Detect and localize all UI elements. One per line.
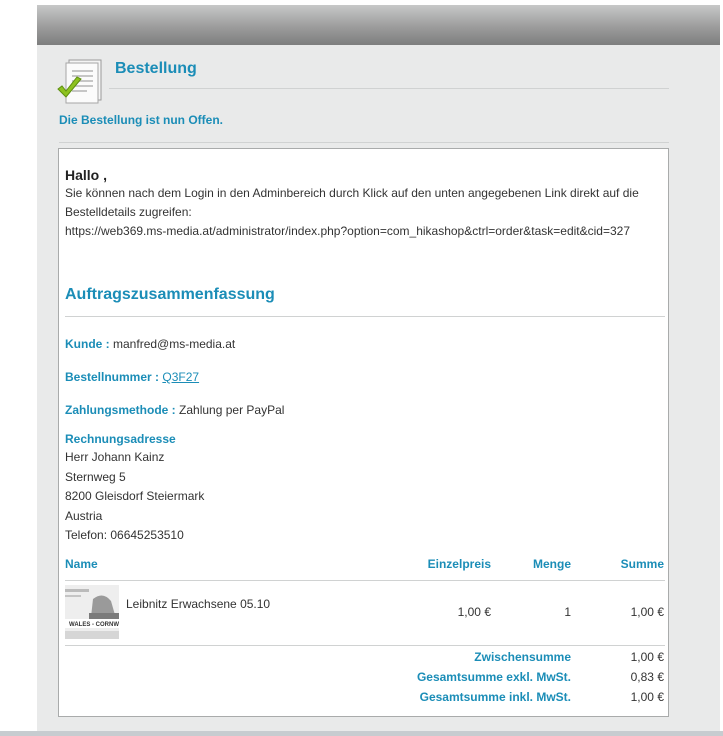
admin-link[interactable]: https://web369.ms-media.at/administrator/index.php?option=com_hikashop&ctrl=order&task=edit&cid=327: [65, 224, 630, 238]
bottom-scroll-strip: [0, 731, 723, 736]
billing-address: [65, 430, 204, 546]
page-title: Bestellung: [115, 60, 197, 77]
thumbnail-text: WALES - CORNW: [69, 622, 119, 628]
product-thumbnail: [65, 585, 119, 639]
billing-line: Telefon: 06645253510: [65, 528, 184, 543]
order-number-label: Bestellnummer :: [65, 370, 160, 384]
intro-text: [65, 184, 667, 241]
product-quantity: 1: [564, 605, 571, 619]
product-name: Leibnitz Erwachsene 05.10: [126, 597, 271, 611]
top-banner: [37, 5, 720, 45]
order-status-message: Die Bestellung ist nun Offen.: [59, 113, 224, 127]
page-wrapper: [37, 5, 720, 731]
status-divider: [59, 142, 669, 143]
order-number-link[interactable]: Q3F27: [162, 370, 200, 384]
greeting: Hallo ,: [65, 167, 108, 183]
payment-value: Zahlung per PayPal: [179, 403, 285, 417]
intro-message: Sie können nach dem Login in den Adminbereich durch Klick auf den unten angegebenen Link direkt auf die Bestelldetails zugreifen:: [65, 186, 639, 219]
column-header-sum: Summe: [620, 557, 664, 571]
billing-line: Sternweg 5: [65, 469, 126, 484]
payment-field: [65, 403, 284, 417]
subtotal-label: Zwischensumme: [474, 650, 571, 664]
subtotal-value: 1,00 €: [630, 650, 664, 664]
header-divider: [109, 88, 669, 89]
total-incl-tax-label: Gesamtsumme inkl. MwSt.: [419, 690, 571, 704]
customer-label: Kunde :: [65, 337, 110, 351]
order-email-preview: [58, 148, 669, 717]
billing-label: Rechnungsadresse: [65, 432, 176, 446]
total-excl-tax-value: 0,83 €: [630, 670, 664, 684]
customer-field: [65, 337, 235, 351]
column-header-quantity: Menge: [532, 557, 571, 571]
order-number-field: [65, 370, 199, 384]
product-sum: 1,00 €: [630, 605, 664, 619]
billing-line: 8200 Gleisdorf Steiermark: [65, 489, 205, 504]
summary-title: Auftragszusammenfassung: [65, 286, 275, 303]
column-header-name: Name: [65, 557, 98, 571]
total-excl-tax-label: Gesamtsumme exkl. MwSt.: [416, 670, 571, 684]
customer-value: manfred@ms-media.at: [113, 337, 236, 351]
column-header-unit-price: Einzelpreis: [427, 557, 491, 571]
product-unit-price: 1,00 €: [457, 605, 491, 619]
table-header-divider: [65, 580, 665, 581]
payment-label: Zahlungsmethode :: [65, 403, 176, 417]
billing-line: Herr Johann Kainz: [65, 450, 165, 464]
billing-line: Austria: [65, 508, 103, 523]
total-incl-tax-value: 1,00 €: [630, 690, 664, 704]
table-items-divider: [65, 645, 665, 646]
summary-divider: [65, 316, 665, 317]
order-document-icon: [57, 57, 109, 109]
